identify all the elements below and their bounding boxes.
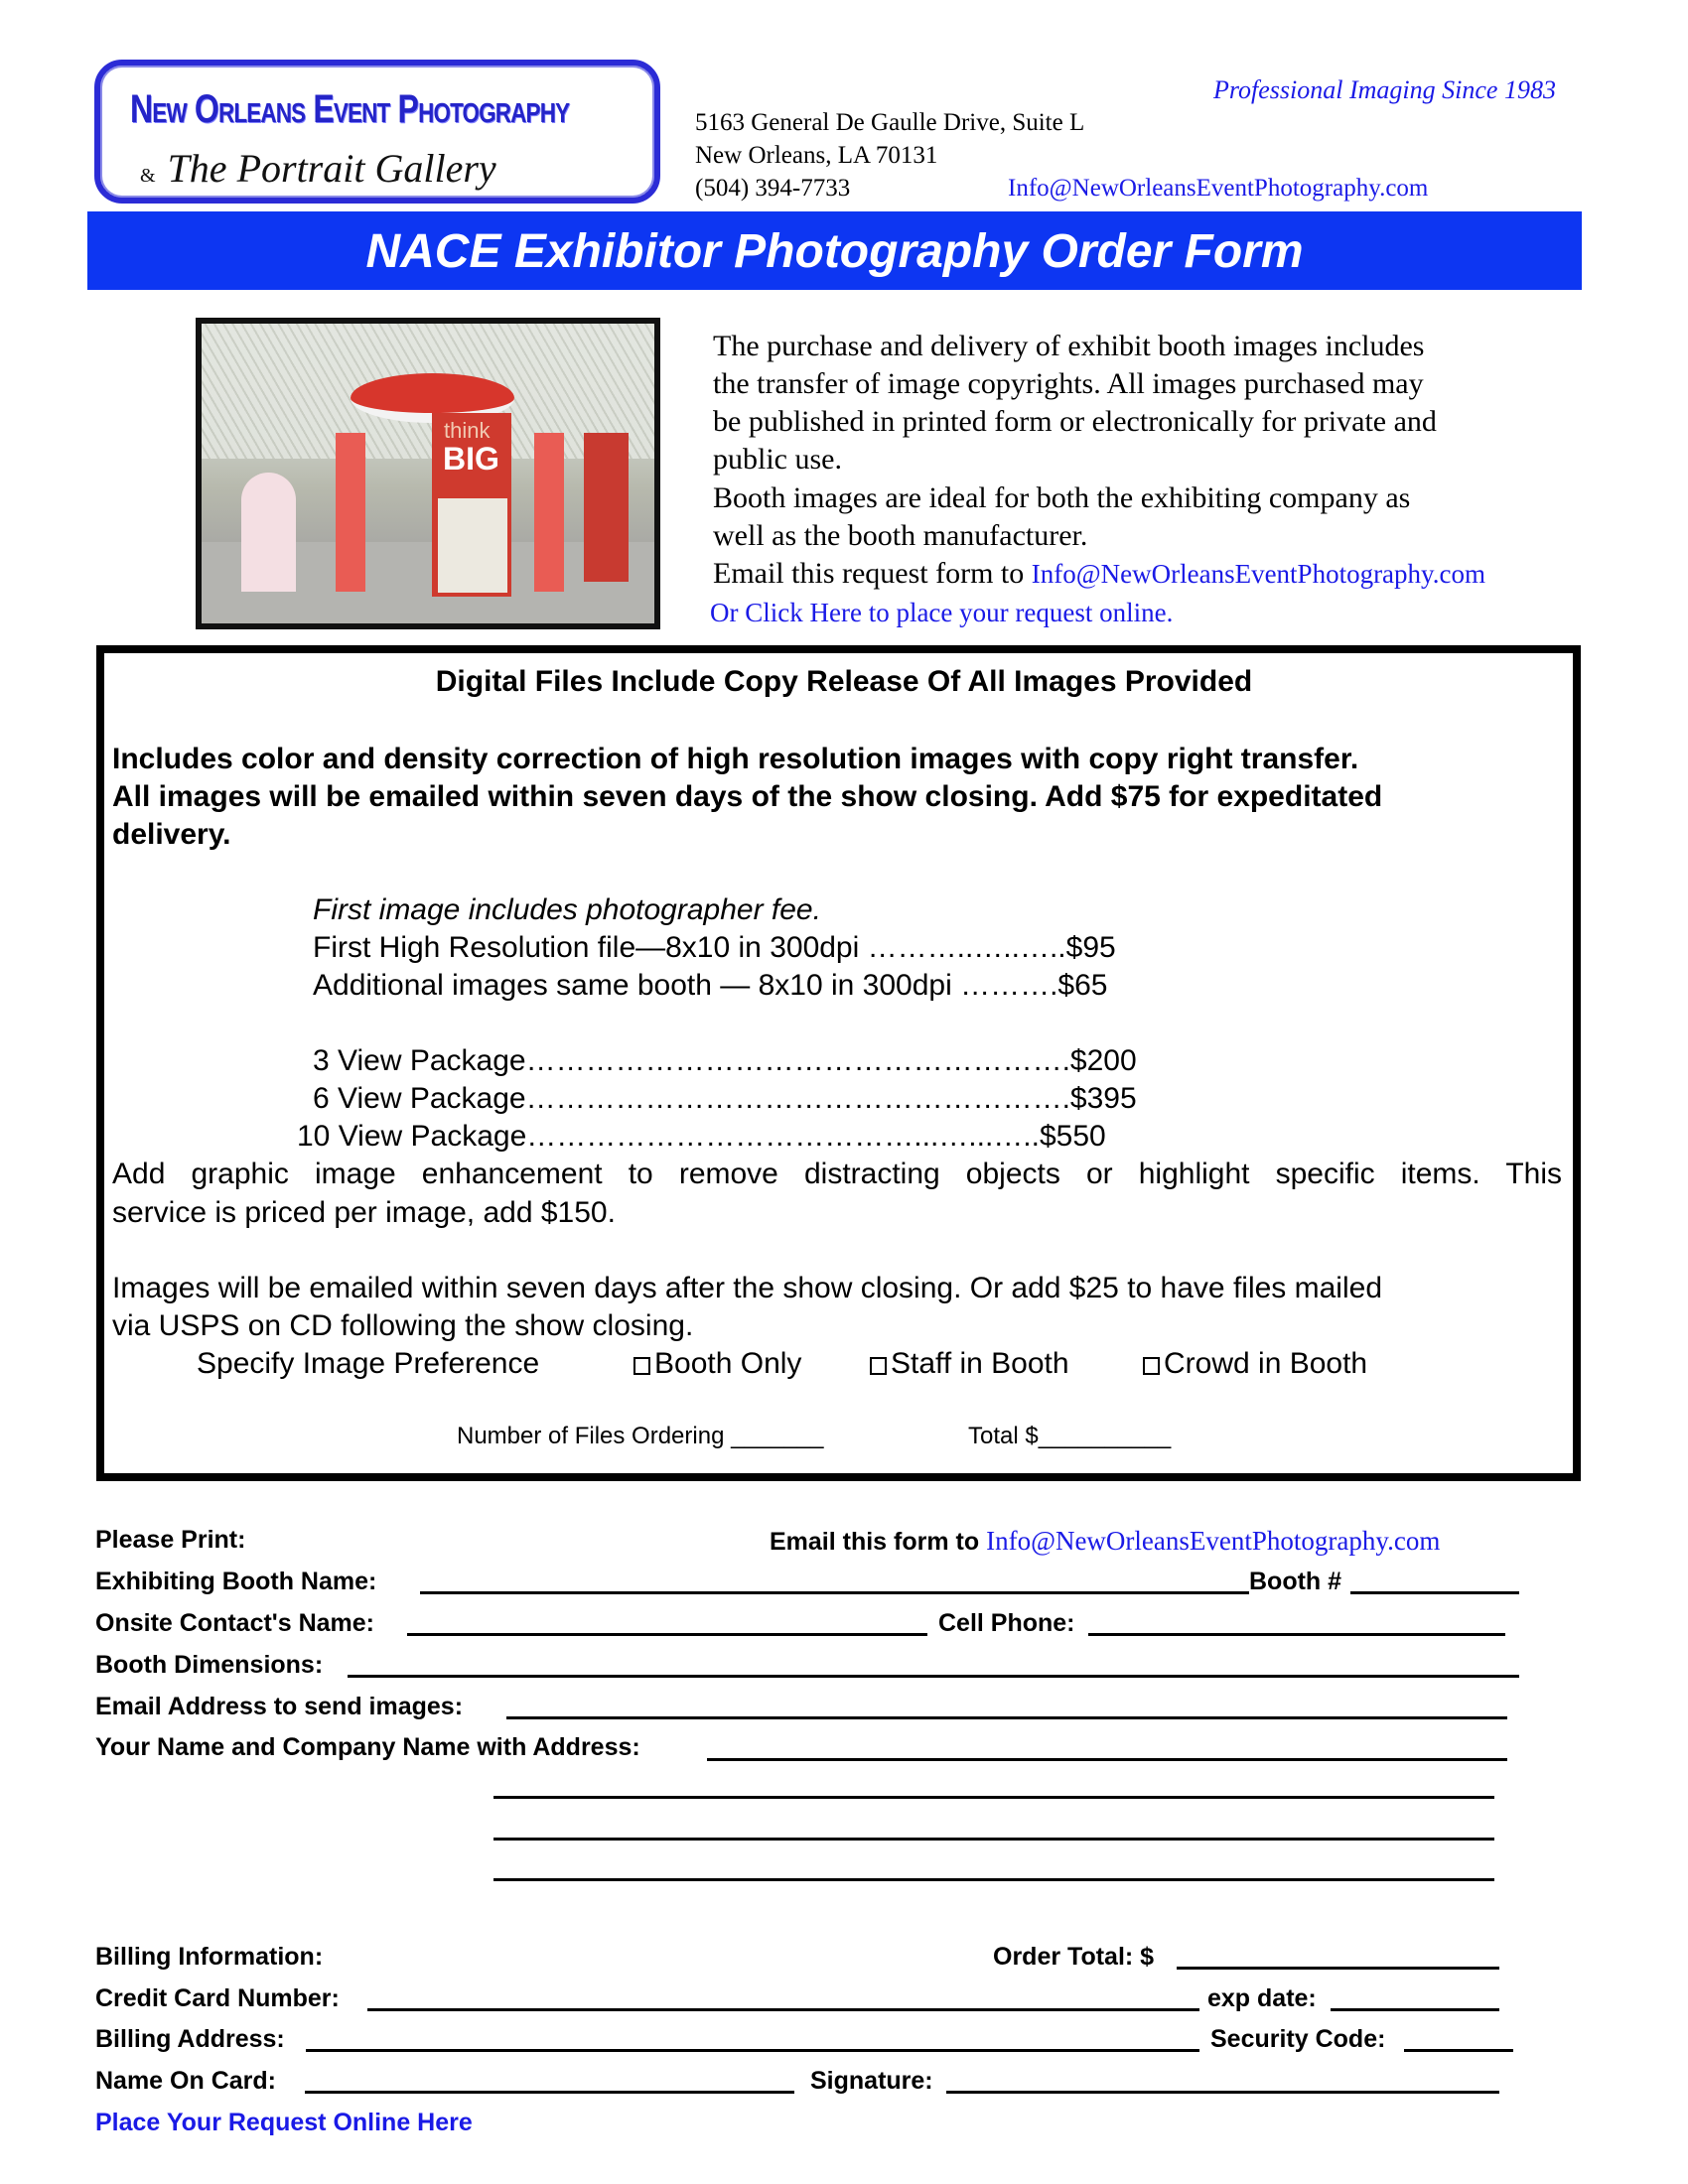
price-item <box>313 1082 1137 1116</box>
your-name-input[interactable] <box>707 1758 1507 1761</box>
cell-phone-label: Cell Phone: <box>938 1609 1075 1637</box>
address-line-1: 5163 General De Gaulle Drive, Suite L <box>695 109 1085 136</box>
price-item <box>297 1120 1106 1154</box>
phone-number: (504) 394-7733 <box>695 175 851 202</box>
place-request-online-link[interactable]: Place Your Request Online Here <box>95 2109 473 2136</box>
price-label: 10 View Package…………………………………...…...….. <box>297 1120 1040 1153</box>
photographer-fee-note: First image includes photographer fee. <box>313 893 821 926</box>
photo-pillar <box>534 433 564 592</box>
option-booth-only[interactable] <box>633 1347 801 1381</box>
price-value: $65 <box>1057 969 1108 1002</box>
contact-name-label: Onsite Contact's Name: <box>95 1609 375 1637</box>
price-value: $550 <box>1039 1120 1106 1153</box>
logo-subtitle <box>140 145 496 192</box>
address-line-2: New Orleans, LA 70131 <box>695 142 938 169</box>
pricing-info-line: Includes color and density correction of high resolution images with copy right transfer. <box>112 743 1359 775</box>
price-item <box>313 1044 1137 1078</box>
box-total-field[interactable]: Total $__________ <box>968 1423 1172 1449</box>
intro-email-link[interactable]: Info@NewOrleansEventPhotography.com <box>1031 559 1486 589</box>
pricing-info-line: All images will be emailed within seven days of the show closing. Add $75 for expeditated <box>112 780 1383 813</box>
files-ordering-field[interactable]: Number of Files Ordering _______ <box>457 1423 824 1449</box>
billing-info-label: Billing Information: <box>95 1943 324 1971</box>
address-input-line[interactable] <box>493 1796 1494 1799</box>
option-label: Staff in Booth <box>891 1347 1069 1380</box>
price-value: $200 <box>1069 1044 1137 1077</box>
security-code-label: Security Code: <box>1210 2025 1386 2053</box>
online-request-link[interactable]: Or Click Here to place your request online. <box>710 598 1174 627</box>
photo-pillar <box>336 433 365 592</box>
please-print-label: Please Print: <box>95 1526 246 1554</box>
checkbox-staff-in-booth[interactable] <box>870 1357 887 1375</box>
intro-line: the transfer of image copyrights. All images purchased may <box>713 367 1424 400</box>
exp-date-label: exp date: <box>1207 1984 1317 2012</box>
credit-card-input[interactable] <box>367 2008 1199 2011</box>
pricing-heading: Digital Files Include Copy Release Of All Images Provided <box>435 665 1253 698</box>
delivery-line: Images will be emailed within seven days after the show closing. Or add $25 to have files mailed <box>112 1272 1382 1304</box>
form-email-line <box>770 1526 1440 1557</box>
preference-label: Specify Image Preference <box>197 1347 540 1380</box>
checkbox-crowd-in-booth[interactable] <box>1143 1357 1160 1375</box>
price-label: 6 View Package………………………………………………. <box>313 1082 1070 1115</box>
header-email-link[interactable]: Info@NewOrleansEventPhotography.com <box>1008 175 1429 202</box>
company-logo <box>94 60 660 204</box>
booth-dimensions-label: Booth Dimensions: <box>95 1651 324 1679</box>
photo-think-text: think <box>444 418 491 443</box>
price-item <box>313 969 1107 1003</box>
photo-arch <box>241 473 296 592</box>
address-input-line[interactable] <box>493 1878 1494 1881</box>
intro-email-line <box>713 557 1485 591</box>
page-title: NACE Exhibitor Photography Order Form <box>365 225 1304 278</box>
form-email-link[interactable]: Info@NewOrleansEventPhotography.com <box>986 1526 1441 1556</box>
signature-label: Signature: <box>810 2067 933 2095</box>
booth-number-input[interactable] <box>1350 1591 1519 1594</box>
enhancement-line: service is priced per image, add $150. <box>112 1196 616 1229</box>
option-crowd-in-booth[interactable] <box>1143 1347 1367 1381</box>
title-banner <box>87 211 1582 290</box>
price-label: Additional images same booth — 8x10 in 300dpi ………. <box>313 969 1058 1002</box>
price-value: $95 <box>1065 931 1116 964</box>
billing-address-input[interactable] <box>306 2049 1199 2052</box>
booth-name-label: Exhibiting Booth Name: <box>95 1568 377 1595</box>
option-label: Crowd in Booth <box>1164 1347 1368 1380</box>
booth-number-label: Booth # <box>1249 1568 1342 1595</box>
booth-name-input[interactable] <box>420 1591 1249 1594</box>
booth-dimensions-input[interactable] <box>348 1675 1519 1678</box>
name-on-card-label: Name On Card: <box>95 2067 276 2095</box>
order-total-label: Order Total: $ <box>993 1943 1155 1971</box>
logo-company-name: New Orleans Event Photography <box>130 87 570 131</box>
email-address-label: Email Address to send images: <box>95 1693 464 1720</box>
email-address-input[interactable] <box>506 1716 1507 1719</box>
price-item <box>313 931 1116 965</box>
security-code-input[interactable] <box>1404 2049 1513 2052</box>
form-email-prefix: Email this form to <box>770 1528 987 1556</box>
intro-line: public use. <box>713 443 842 476</box>
enhancement-line: Add graphic image enhancement to remove distracting objects or highlight specific items. This <box>112 1158 1562 1190</box>
price-label: First High Resolution file—8x10 in 300dpi ………..…..….. <box>313 931 1066 964</box>
signature-input[interactable] <box>946 2091 1499 2094</box>
checkbox-booth-only[interactable] <box>633 1357 650 1375</box>
contact-name-input[interactable] <box>407 1633 927 1636</box>
photo-panel <box>438 498 507 593</box>
billing-address-label: Billing Address: <box>95 2025 285 2053</box>
your-name-label: Your Name and Company Name with Address: <box>95 1733 640 1761</box>
name-on-card-input[interactable] <box>305 2091 794 2094</box>
delivery-line: via USPS on CD following the show closing. <box>112 1309 694 1342</box>
logo-gallery-name: The Portrait Gallery <box>167 146 496 191</box>
intro-line: well as the booth manufacturer. <box>713 519 1088 552</box>
price-label: 3 View Package………………………………………………. <box>313 1044 1070 1077</box>
cell-phone-input[interactable] <box>1088 1633 1505 1636</box>
intro-email-prefix: Email this request form to <box>713 557 1032 590</box>
address-input-line[interactable] <box>493 1838 1494 1841</box>
tagline: Professional Imaging Since 1983 <box>1213 75 1556 104</box>
credit-card-label: Credit Card Number: <box>95 1984 340 2012</box>
intro-line: be published in printed form or electronically for private and <box>713 405 1437 438</box>
intro-line: The purchase and delivery of exhibit booth images includes <box>713 330 1425 362</box>
order-total-input[interactable] <box>1177 1967 1499 1970</box>
option-staff-in-booth[interactable] <box>870 1347 1069 1381</box>
pricing-info-line: delivery. <box>112 818 231 851</box>
logo-ampersand: & <box>140 165 156 187</box>
booth-photo <box>196 318 660 629</box>
exp-date-input[interactable] <box>1331 2008 1499 2011</box>
photo-big-text: BIG <box>443 441 499 477</box>
intro-line: Booth images are ideal for both the exhibiting company as <box>713 481 1411 514</box>
price-value: $395 <box>1069 1082 1137 1115</box>
photo-pillar <box>584 433 629 582</box>
option-label: Booth Only <box>654 1347 802 1380</box>
